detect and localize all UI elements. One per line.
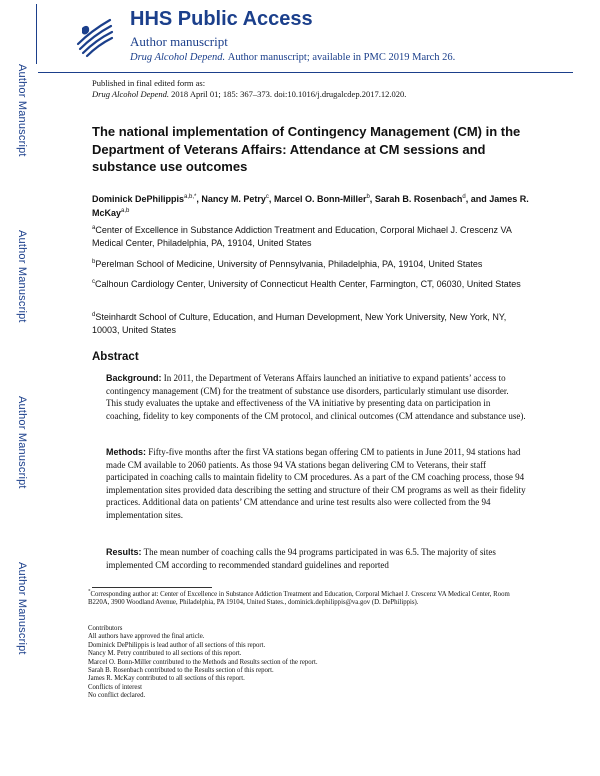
hhs-eagle-logo-icon — [74, 14, 114, 58]
header-rule — [38, 72, 573, 73]
author-manuscript-subtitle: Author manuscript — [130, 34, 228, 49]
abstract-results — [106, 546, 526, 571]
published-label: Published in final edited form as: — [92, 78, 206, 88]
author-affiliation-marks: a,b,* — [184, 194, 197, 200]
abstract-methods — [106, 446, 526, 521]
header-divider-line — [36, 4, 37, 64]
footnote-line: Sarah B. Rosenbach contributed to the Results section of this report. — [88, 667, 274, 675]
publication-citation — [92, 89, 406, 99]
section-text: Fifty-five months after the first VA stations began offering CM to patients in June 2011, 94 stations had made CM available to 2060 patients. As those 94 VA stations began delivering CM to Veterans, their staff participated in coaching calls to maintain fidelity to CM procedures. As a part of the CM coaching process, those 94 implementation sites provided data describing the setting and structure of their CM programs as well as their fidelity practices. Additional data on patients’ CM attendance and urine test results also were collected from the 94 implementation sites. — [106, 447, 526, 520]
footnote-line: Contributors — [88, 625, 123, 632]
section-label: Background: — [106, 373, 162, 383]
author-name: Marcel O. Bonn-Miller — [273, 194, 367, 204]
sidebar-author-manuscript-3: Author Manuscript — [16, 396, 28, 489]
footnote-line: James R. McKay contributed to all sections of this report. — [88, 675, 245, 683]
footnote-line: Nancy M. Petry contributed to all sections of this report. — [88, 650, 242, 658]
section-label: Results: — [106, 547, 142, 557]
affiliation-mark: a — [92, 225, 96, 231]
footnote-line: Conflicts of interest — [88, 683, 142, 691]
affiliation-a — [92, 224, 532, 249]
author-list: Dominick DePhilippis$^{a,b,*}$, Nancy M. Petry$^c$, Marcel O. Bonn-Miller$^b$, Sarah B. Rosenbach$^d$, and James R. McKay$^{a,b}$ — [92, 194, 529, 218]
affiliation-mark: d — [92, 312, 96, 318]
affiliation-c — [92, 278, 532, 291]
affiliation-text: Steinhardt School of Culture, Education, and Human Development, New York University, New York, NY, 10003, United States — [92, 312, 507, 335]
affiliation-text: Perelman School of Medicine, University of Pennsylvania, Philadelphia, PA, 19104, United States — [95, 259, 483, 269]
footnote-text: Corresponding author at: Center of Excellence in Substance Addiction Treatment and Education, Corporal Michael J. Crescenz VA Medical Center, Room B220A, 3900 Woodland Avenue, Philadelphia, PA 19104, United States., dominick.dephilippis@va.gov (D. DePhilippis). — [88, 591, 510, 607]
footnote-line: Dominick DePhilippis is lead author of all sections of this report. — [88, 641, 266, 649]
affiliation-mark: b — [92, 259, 96, 265]
pmc-availability-line — [130, 52, 455, 63]
header-availability-text: Author manuscript; available in PMC 2019 March 26. — [227, 52, 456, 63]
author-name: Nancy M. Petry — [201, 194, 266, 204]
author-name: James R. McKay — [92, 194, 529, 218]
header-journal-name: Drug Alcohol Depend. — [130, 52, 226, 63]
footnote-line: All authors have approved the final article. — [88, 633, 205, 641]
corresponding-author-footnote — [88, 591, 528, 608]
footnote-rule — [92, 587, 212, 588]
section-text: The mean number of coaching calls the 94 programs participated in was 6.5. The majority of sites implemented CM according to recommended standard guidelines and reported — [106, 547, 496, 570]
footnote-line: Marcel O. Bonn-Miller contributed to the Methods and Results section of the report. — [88, 658, 318, 666]
section-label: Methods: — [106, 447, 146, 457]
affiliation-d — [92, 311, 532, 336]
author-affiliation-marks: c — [265, 194, 269, 200]
sidebar-author-manuscript-4: Author Manuscript — [16, 562, 28, 655]
footnote-list — [88, 625, 528, 701]
affiliation-text: Center of Excellence in Substance Addiction Treatment and Education, Corporal Michael J. Crescenz VA Medical Center, Philadelphia, PA, 19104, United States — [92, 225, 512, 248]
sidebar-author-manuscript-1: Author Manuscript — [16, 64, 28, 157]
affiliation-text: Calhoun Cardiology Center, University of Connecticut Health Center, Farmington, CT, 06030, United States — [95, 279, 521, 289]
footnote-line: No conflict declared. — [88, 692, 146, 700]
author-name: Sarah B. Rosenbach — [374, 194, 463, 204]
author-affiliation-marks: b — [366, 194, 370, 200]
author-affiliation-marks: a,b — [121, 207, 130, 214]
affiliation-mark: c — [92, 279, 95, 285]
section-text: In 2011, the Department of Veterans Affairs launched an initiative to expand patients’ access to contingency management (CM) for the treatment of substance use disorders, particularly stimulant use disorder. This study evaluates the uptake and effectiveness of the VA initiative by presenting data on participation in coaching, fidelity to key components of the CM protocol, and clinical outcomes (CM attendance and substance use). — [106, 373, 526, 421]
author-conjunction: and — [470, 194, 487, 204]
author-name: Dominick DePhilippis — [92, 194, 185, 204]
citation-details: 2018 April 01; 185: 367–373. doi:10.1016/j.drugalcdep.2017.12.020. — [171, 89, 407, 99]
abstract-background — [106, 372, 526, 422]
author-affiliation-marks: d — [462, 194, 466, 200]
hhs-public-access-title: HHS Public Access — [130, 8, 313, 30]
abstract-heading: Abstract — [92, 351, 139, 363]
affiliation-b — [92, 258, 532, 271]
footnote-mark: * — [88, 589, 91, 595]
paper-title: The national implementation of Contingency Management (CM) in the Department of Veterans Affairs: Attendance at CM sessions and substance use outcomes — [92, 124, 521, 174]
sidebar-author-manuscript-2: Author Manuscript — [16, 230, 28, 323]
citation-journal: Drug Alcohol Depend. — [92, 89, 170, 99]
